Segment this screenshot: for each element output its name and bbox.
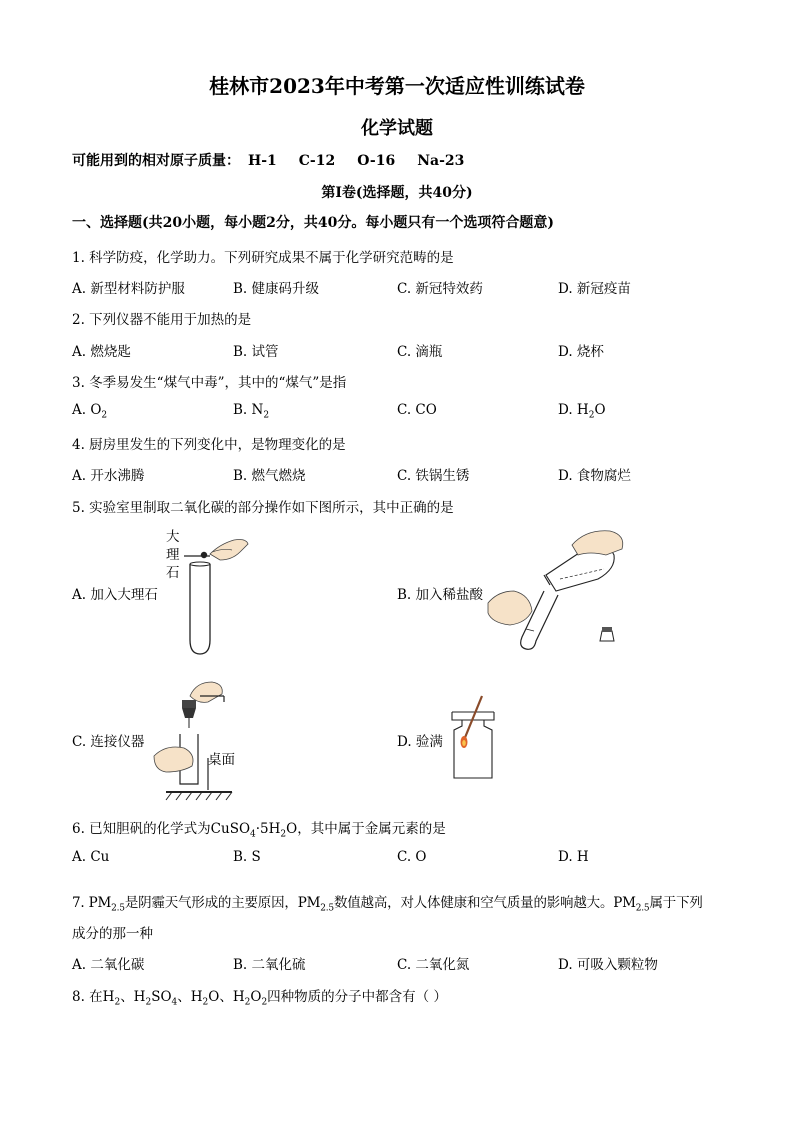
q7-option-a: A. 二氧化碳 <box>72 957 145 973</box>
q7-option-c: C. 二氧化氮 <box>397 957 470 973</box>
atomic-mass-line <box>72 150 486 170</box>
q1-option-a: A. 新型材料防护服 <box>72 281 185 297</box>
question-3-stem: 3. 冬季易发生“煤气中毒”，其中的“煤气”是指 <box>72 375 347 391</box>
q4-option-d: D. 食物腐烂 <box>558 468 631 484</box>
q7-option-b: B. 二氧化硫 <box>233 957 306 973</box>
question-5-stem: 5. 实验室里制取二氧化碳的部分操作如下图所示，其中正确的是 <box>72 500 454 516</box>
q2-option-b: B. 试管 <box>233 344 279 360</box>
question-7-stem-line1: 7. $PM_{2.5}$是阴霾天气形成的主要原因，$PM_{2.5}$数值越高，对人体健康和空气质量的影响越大。$PM_{2.5}$属于下列 <box>72 895 703 914</box>
q4-option-b: B. 燃气燃烧 <box>233 468 306 484</box>
marble-label: 大理石 <box>166 529 180 581</box>
q7-option-d: D. 可吸入颗粒物 <box>558 957 658 973</box>
atomic-mass-label: 可能用到的相对原子质量： <box>72 153 240 169</box>
q6-option-d: D. H <box>558 849 589 865</box>
q1-option-b: B. 健康码升级 <box>233 281 320 297</box>
desk-label: 桌面 <box>208 752 235 768</box>
q3-option-b: B. $N_2$ <box>233 402 270 421</box>
atomic-mass-o: O-16 <box>357 153 396 169</box>
q5-option-a: A. 加入大理石 <box>72 587 158 603</box>
figure-c-illustration <box>152 672 242 802</box>
q3-option-c: C. CO <box>397 402 437 418</box>
figure-b-illustration <box>486 525 636 655</box>
figure-d-illustration <box>448 690 508 785</box>
q2-option-c: C. 滴瓶 <box>397 344 443 360</box>
question-1-stem: 1. 科学防疫，化学助力。下列研究成果不属于化学研究范畴的是 <box>72 250 454 266</box>
q2-option-a: A. 燃烧匙 <box>72 344 131 360</box>
question-7-stem-line2: 成分的那一种 <box>72 926 153 942</box>
exam-title: 桂林市2023年中考第一次适应性训练试卷 <box>209 74 585 98</box>
q5-option-d: D. 验满 <box>397 734 443 750</box>
question-6-stem: 6. 已知胆矾的化学式为$CuSO_4\cdot 5H_2O$，其中属于金属元素的是 <box>72 821 446 840</box>
question-2-stem: 2. 下列仪器不能用于加热的是 <box>72 312 252 328</box>
atomic-mass-h: H-1 <box>248 153 277 169</box>
q6-option-b: B. S <box>233 849 261 865</box>
q1-option-d: D. 新冠疫苗 <box>558 281 631 297</box>
q1-option-c: C. 新冠特效药 <box>397 281 483 297</box>
q5-option-c: C. 连接仪器 <box>72 734 145 750</box>
exam-subtitle: 化学试题 <box>361 118 433 139</box>
part-heading: 一、选择题(共20小题，每小题2分，共40分。每小题只有一个选项符合题意) <box>72 215 554 231</box>
q4-option-a: A. 开水沸腾 <box>72 468 145 484</box>
volume-heading: 第I卷(选择题，共40分) <box>321 185 473 201</box>
figure-a-illustration <box>180 530 260 660</box>
q4-option-c: C. 铁锅生锈 <box>397 468 470 484</box>
q3-option-d: D. $H_2O$ <box>558 402 606 421</box>
atomic-mass-c: C-12 <box>298 153 336 169</box>
atomic-mass-na: Na-23 <box>417 153 465 169</box>
q3-option-a: A. $O_2$ <box>72 402 108 421</box>
question-4-stem: 4. 厨房里发生的下列变化中，是物理变化的是 <box>72 437 346 453</box>
q6-option-c: C. O <box>397 849 427 865</box>
q6-option-a: A. Cu <box>72 849 110 865</box>
q5-option-b: B. 加入稀盐酸 <box>397 587 484 603</box>
question-8-stem: 8. 在$H_2$、$H_2SO_4$、$H_2O$、$H_2O_2$四种物质的分子中都含有（ ） <box>72 989 447 1008</box>
q2-option-d: D. 烧杯 <box>558 344 604 360</box>
